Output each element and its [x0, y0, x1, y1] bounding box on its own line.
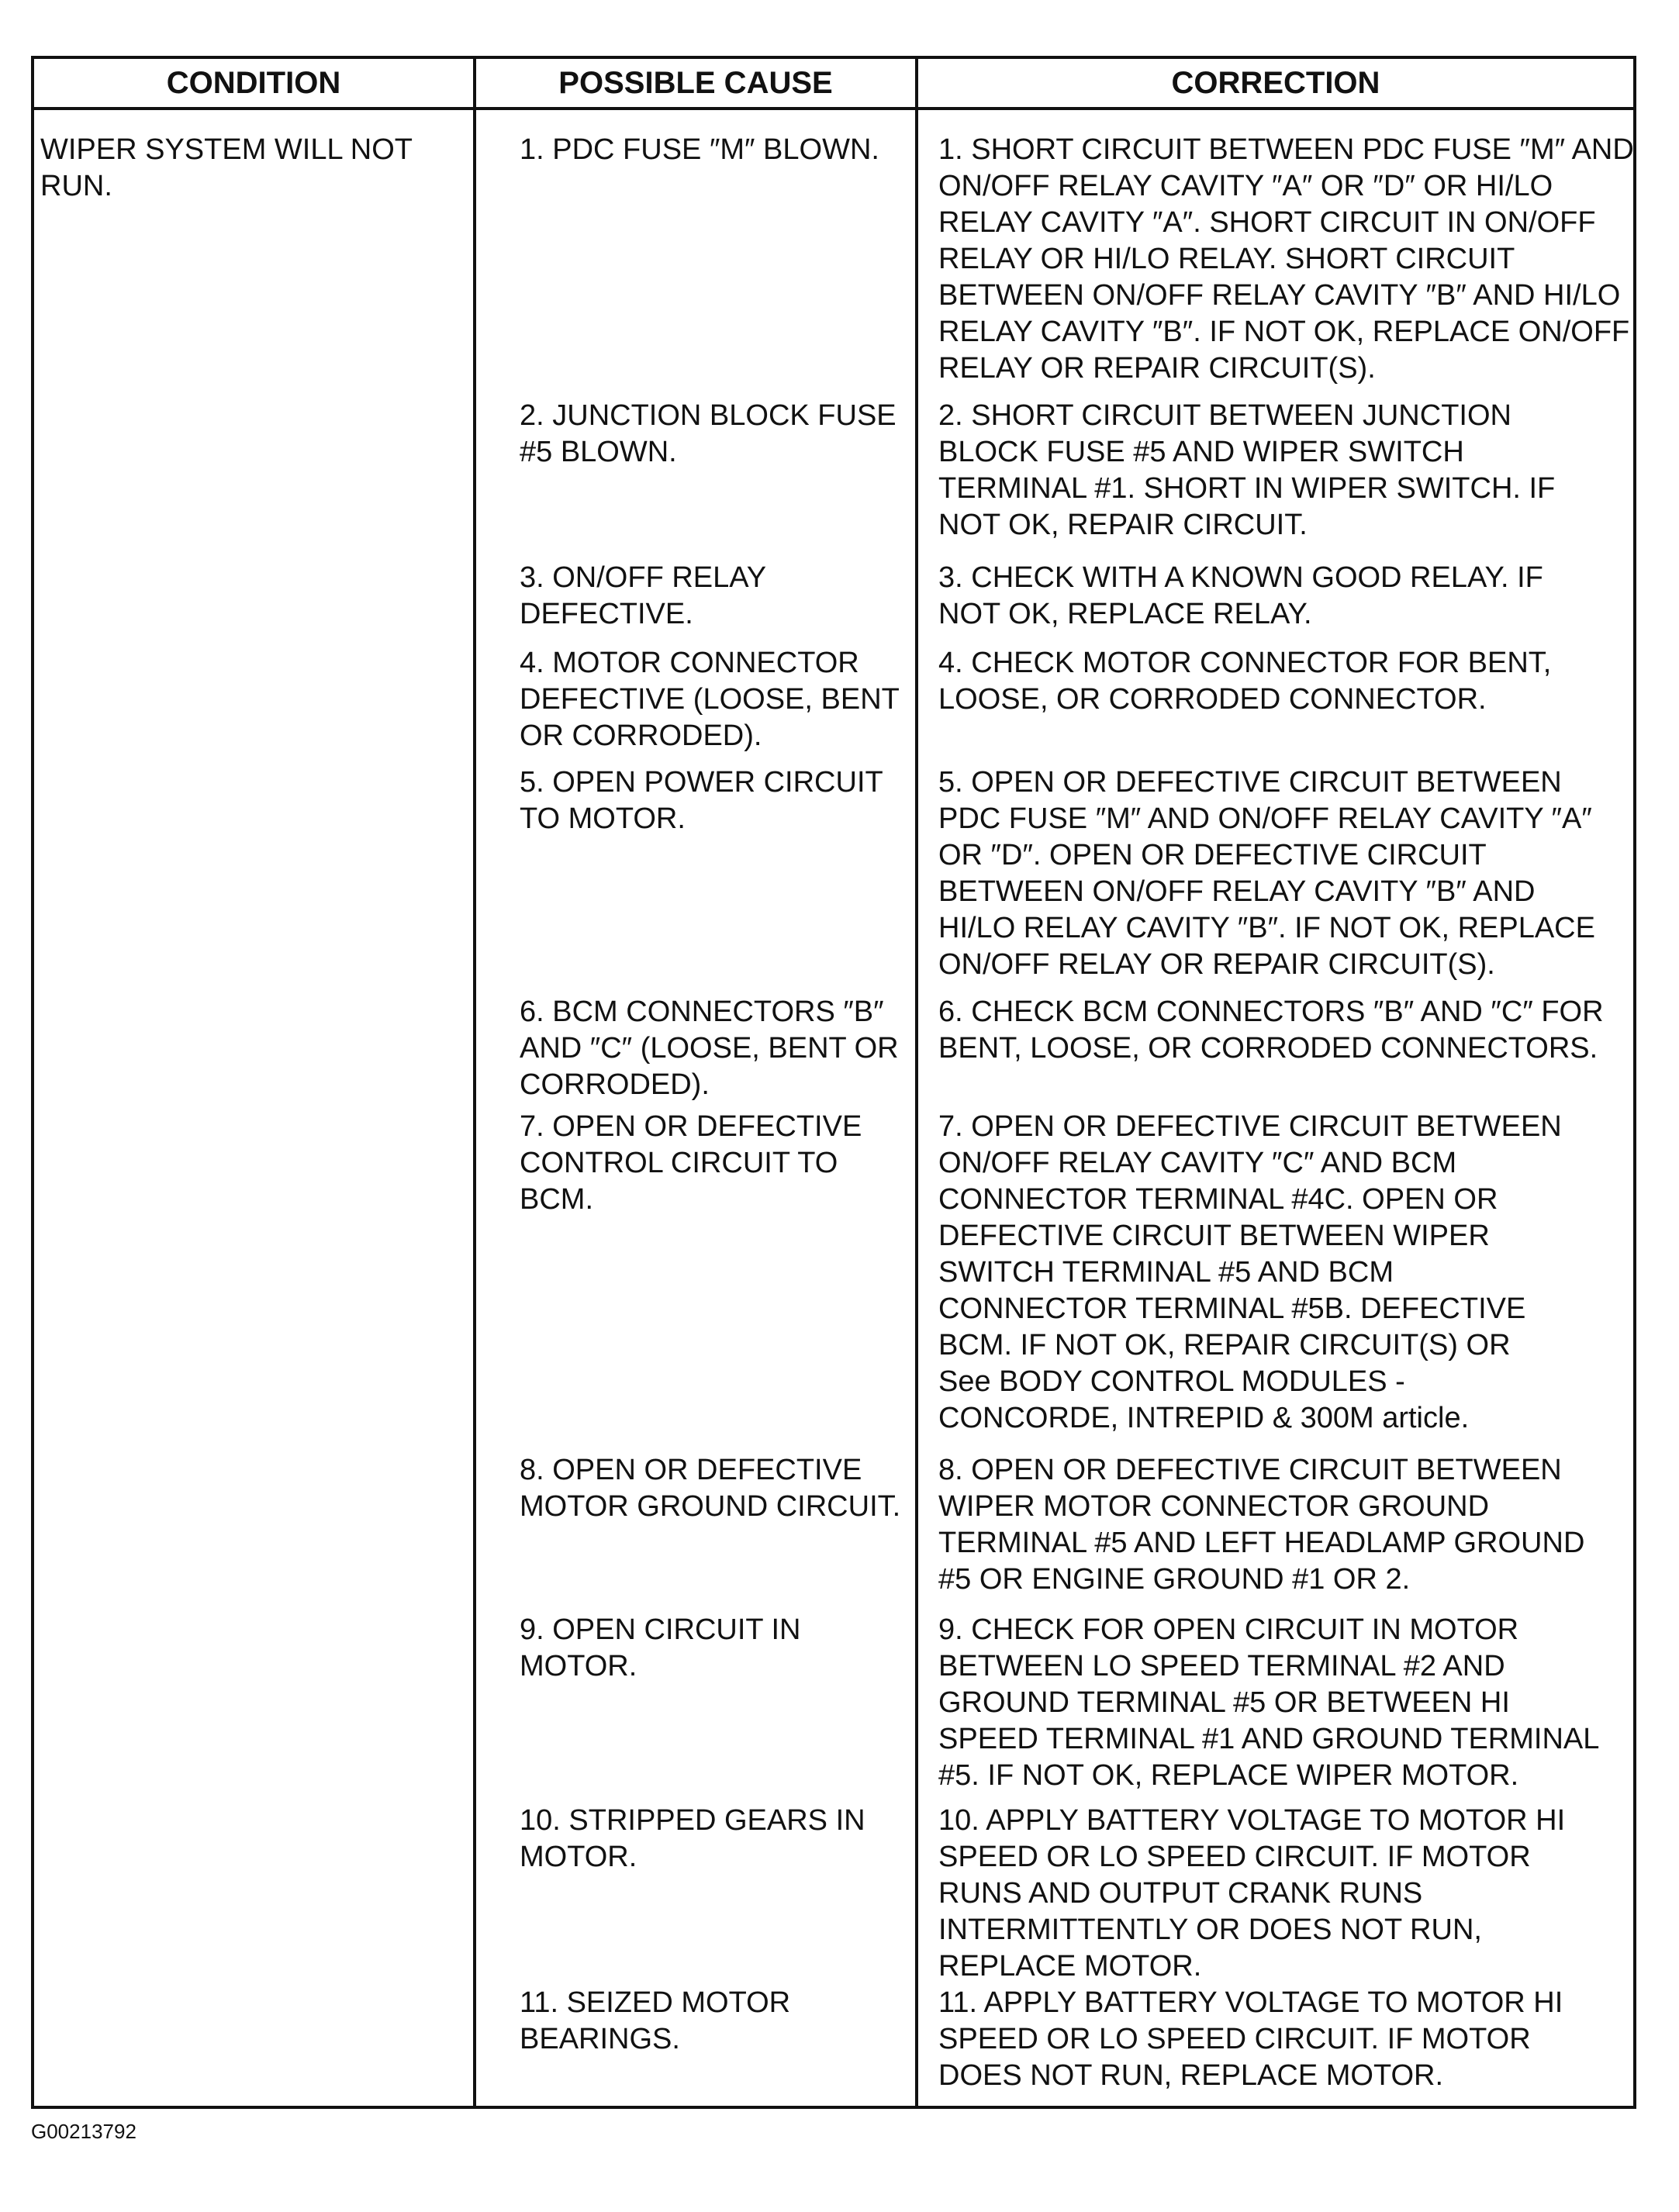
- correction-6: 6. CHECK BCM CONNECTORS ″B″ AND ″C″ FOR BENT, LOOSE, OR CORRODED CONNECTORS.: [938, 996, 1604, 1065]
- condition-text: WIPER SYSTEM WILL NOT RUN.: [40, 133, 413, 202]
- cause-8: 8. OPEN OR DEFECTIVE MOTOR GROUND CIRCUIT.: [520, 1454, 901, 1523]
- column-divider-1: [473, 59, 476, 2106]
- correction-5: 5. OPEN OR DEFECTIVE CIRCUIT BETWEEN PDC FUSE ″M″ AND ON/OFF RELAY CAVITY ″A″ OR ″D″. OPEN OR DEFECTIVE CIRCUIT BETWEEN ON/OFF RELAY CAVITY ″B″ AND HI/LO RELAY CAVITY ″B″. IF NOT OK, REPLACE ON/OFF RELAY OR REPAIR CIRCUIT(S).: [938, 766, 1595, 981]
- cause-6: 6. BCM CONNECTORS ″B″ AND ″C″ (LOOSE, BENT OR CORRODED).: [520, 996, 899, 1101]
- cause-4: 4. MOTOR CONNECTOR DEFECTIVE (LOOSE, BENT OR CORRODED).: [520, 647, 900, 752]
- cause-2: 2. JUNCTION BLOCK FUSE #5 BLOWN.: [520, 399, 897, 468]
- correction-8: 8. OPEN OR DEFECTIVE CIRCUIT BETWEEN WIPER MOTOR CONNECTOR GROUND TERMINAL #5 AND LEFT HEADLAMP GROUND #5 OR ENGINE GROUND #1 OR 2.: [938, 1454, 1585, 1596]
- cause-10: 10. STRIPPED GEARS IN MOTOR.: [520, 1804, 865, 1873]
- correction-10: 10. APPLY BATTERY VOLTAGE TO MOTOR HI SPEED OR LO SPEED CIRCUIT. IF MOTOR RUNS AND OUTPUT CRANK RUNS INTERMITTENTLY OR DOES NOT RUN, REPLACE MOTOR.: [938, 1804, 1566, 1983]
- correction-9: 9. CHECK FOR OPEN CIRCUIT IN MOTOR BETWEEN LO SPEED TERMINAL #2 AND GROUND TERMINAL #5 OR BETWEEN HI SPEED TERMINAL #1 AND GROUND TERMINAL #5. IF NOT OK, REPLACE WIPER MOTOR.: [938, 1613, 1600, 1792]
- correction-3: 3. CHECK WITH A KNOWN GOOD RELAY. IF NOT OK, REPLACE RELAY.: [938, 561, 1543, 630]
- cause-7: 7. OPEN OR DEFECTIVE CONTROL CIRCUIT TO BCM.: [520, 1110, 862, 1216]
- correction-4: 4. CHECK MOTOR CONNECTOR FOR BENT, LOOSE, OR CORRODED CONNECTOR.: [938, 647, 1552, 716]
- cause-3: 3. ON/OFF RELAY DEFECTIVE.: [520, 561, 767, 630]
- troubleshooting-table: [31, 56, 1636, 2109]
- cause-1: 1. PDC FUSE ″M″ BLOWN.: [520, 133, 879, 166]
- header-condition: CONDITION: [166, 66, 341, 100]
- cause-9: 9. OPEN CIRCUIT IN MOTOR.: [520, 1613, 801, 1682]
- cause-11: 11. SEIZED MOTOR BEARINGS.: [520, 1986, 791, 2055]
- header-possible-cause: POSSIBLE CAUSE: [558, 66, 833, 100]
- correction-11: 11. APPLY BATTERY VOLTAGE TO MOTOR HI SPEED OR LO SPEED CIRCUIT. IF MOTOR DOES NOT RUN, REPLACE MOTOR.: [938, 1986, 1563, 2092]
- figure-id: G00213792: [31, 2120, 136, 2143]
- correction-2: 2. SHORT CIRCUIT BETWEEN JUNCTION BLOCK FUSE #5 AND WIPER SWITCH TERMINAL #1. SHORT IN WIPER SWITCH. IF NOT OK, REPAIR CIRCUIT.: [938, 399, 1556, 541]
- header-correction: CORRECTION: [1171, 66, 1380, 100]
- cause-5: 5. OPEN POWER CIRCUIT TO MOTOR.: [520, 766, 883, 835]
- correction-7: 7. OPEN OR DEFECTIVE CIRCUIT BETWEEN ON/OFF RELAY CAVITY ″C″ AND BCM CONNECTOR TERMINAL #4C. OPEN OR DEFECTIVE CIRCUIT BETWEEN WIPER SWITCH TERMINAL #5 AND BCM CONNECTOR TERMINAL #5B. DEFECTIVE BCM. IF NOT OK, REPAIR CIRCUIT(S) OR See BODY CONTROL MODULES - CONCORDE, INTREPID & 300M article.: [938, 1110, 1562, 1434]
- table-header: [34, 59, 1633, 110]
- correction-1: 1. SHORT CIRCUIT BETWEEN PDC FUSE ″M″ AND ON/OFF RELAY CAVITY ″A″ OR ″D″ OR HI/LO RELAY CAVITY ″A″. SHORT CIRCUIT IN ON/OFF RELAY OR HI/LO RELAY. SHORT CIRCUIT BETWEEN ON/OFF RELAY CAVITY ″B″ AND HI/LO RELAY CAVITY ″B″. IF NOT OK, REPLACE ON/OFF RELAY OR REPAIR CIRCUIT(S).: [938, 133, 1634, 385]
